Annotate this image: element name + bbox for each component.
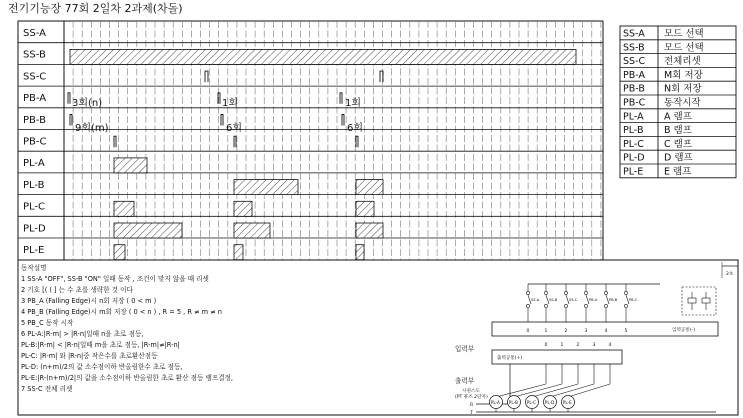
signal-label: PL-A [23,158,45,170]
note-line-8: PL-C: |R-m| 와 |R-n|중 작은수를 초로환산점등 [21,352,158,360]
switch-contact [526,291,529,294]
legend-description: E 램프 [664,166,692,178]
waveforms [68,49,576,259]
input-terminal-number: 0 [526,329,530,334]
legend-table [620,26,736,178]
output-terminal-number: 4 [608,343,612,348]
legend-code: SS-B [623,42,645,54]
lamp-label: PL-A [490,400,500,405]
legend-description: B 램프 [664,125,692,137]
input-terminal-number: 5 [624,329,628,334]
lamp-label: PL-B [508,400,518,405]
switch-contact [584,304,587,307]
pb-b-count-label-1: 9회(m) [75,123,109,134]
legend-code: PB-B [623,83,645,95]
legend-code: PL-E [623,166,644,178]
signal-label: PB-C [23,136,47,148]
legend-description: D 램프 [664,152,693,164]
legend-description: N회 저장 [664,83,702,95]
pb-a-count-label-2: 1회 [222,98,239,109]
note-line-9: PL-D: (n+m)/2의 값 소수점이하 반올림한수 초로 점등, [21,363,183,371]
note-line-1: 1 SS-A "OFF", SS-B "ON" 일때 동작 , 조건이 맞지 않을 때 리셋 [21,275,209,283]
pl-b-on-waveform [356,180,383,195]
output-lamps [490,364,611,412]
switch-contact [564,291,567,294]
wiring-diagram [455,262,738,416]
legend-code: SS-A [623,28,645,40]
switch-contact [624,291,627,294]
pb-a-count-label-1: 3회(n) [72,98,103,109]
pb-b-pulse [221,115,223,126]
legend-code: PB-C [623,97,646,109]
operation-notes [21,263,233,393]
legend-description: A 램프 [664,111,692,123]
pl-e-on-waveform [356,245,364,260]
pb-b-count-label-3: 6회 [347,123,364,134]
switch-label: PB-B [609,298,618,302]
signal-label: SS-A [23,28,46,39]
pl-c-on-waveform [356,201,374,216]
legend-code: SS-C [623,56,646,68]
legend-description: M회 저장 [664,69,703,81]
lamp-label: PL-D [544,400,555,405]
signal-label: PL-C [23,201,46,213]
note-line-6: 6 PL-A:|R-m| > |R-n|일때 n을 초로 점등, [21,330,144,338]
switch-label: SS-B [549,298,558,302]
switch-contact [624,304,627,307]
fuse-symbol-right [702,298,710,303]
legend-code: PL-D [623,152,645,164]
signal-label: PL-B [23,179,45,191]
lamp-label: PL-E [562,400,572,405]
signal-label: PB-A [23,93,47,105]
pb-a-pulse [68,93,70,104]
fuse-symbol-left [688,298,696,303]
pb-b-pulse [342,115,344,126]
output-terminal-number: 2 [576,343,580,348]
rail-t-label: T [470,411,473,416]
signal-label: PL-E [23,245,45,256]
switch-contact [544,304,547,307]
pl-b-on-waveform [234,180,298,195]
pl-d-on-waveform [356,223,383,238]
legend-description: 동작시작 [664,97,701,109]
signal-label: SS-B [23,49,46,61]
switch-contact [604,291,607,294]
pb-c-pulse [356,136,358,147]
legend-description: C 램프 [664,138,693,150]
diagram-title: 전기기능장 77회 2일차 2과제(차돌) [8,2,183,15]
pb-a-count-label-3: 1회 [345,98,362,109]
output-common-label: 출력공통(+) [497,356,523,361]
pb-b-count-label-2: 6회 [226,123,243,134]
note-line-0: 동작설명 [21,264,47,272]
input-switches [526,284,638,322]
lamp-wire [568,384,610,397]
pb-c-pulse [114,136,116,147]
output-terminals [545,342,612,348]
legend-code: PL-A [623,111,644,123]
note-line-2: 2 기호 [( ( ] 는 수 초를 생략한 것 이다 [21,286,133,294]
pl-c-on-waveform [234,201,252,216]
legend-code: PL-B [623,125,644,137]
pl-d-on-waveform [234,223,270,238]
switch-contact [564,304,567,307]
note-line-7: PL-B:|R-m| < |R-n|일때 m을 초로 점등, |R-m|≠|R-n| [21,341,180,349]
switch-label: SS-C [569,298,578,302]
switch-contact [584,291,587,294]
lamp-label: PL-C [526,400,537,405]
ss-c-reset-pulse [205,71,208,82]
input-terminal-number: 3 [584,329,588,334]
pb-c-pulse [234,136,236,147]
note-line-5: 5 PB_C 동작 시작 [21,319,74,327]
pb-a-pulse [340,93,342,104]
sequencer-label-2: (PT 퓨즈 2단자) [455,395,488,400]
input-terminals [527,328,628,334]
pl-c-on-waveform [114,201,134,216]
switch-contact [544,291,547,294]
note-line-11: 7 SS-C 전체 리셋 [21,385,73,393]
legend-description: 모드 선택 [664,28,704,40]
switch-label: SS-A [531,298,540,302]
legend-code: PL-C [623,138,644,150]
legend-code: PB-A [623,69,645,81]
dimension-label: 2초 [726,272,734,277]
input-terminal-number: 2 [564,329,568,334]
rail-r-label: R [470,403,474,408]
legend-description: 모드 선택 [664,42,704,54]
input-terminal-number: 4 [604,329,608,334]
output-terminal-number: 1 [560,343,564,348]
note-line-4: 4 PB_B (Falling Edge)시 m회 저장 ( 0 < n ) , R = 5 , R ≠ m ≠ n [21,308,222,316]
switch-label: PB-A [589,298,598,302]
ss-b-on-waveform [70,49,576,64]
switch-contact [526,304,529,307]
legend-description: 전체리셋 [664,56,701,68]
note-line-3: 3 PB_A (Falling Edge)시 n회 저장 ( 0 < m ) [21,297,157,305]
switch-contact [604,304,607,307]
signal-label: SS-C [23,71,47,83]
pl-d-on-waveform [114,223,182,238]
pl-e-on-waveform [234,245,243,260]
pb-b-pulse [70,115,72,126]
note-line-10: PL-E:|R-(n+m)/2|의 값을 소수점이하 반올림한 초로 환산 점등 램프결정, [21,374,234,382]
ss-c-reset-pulse [380,71,383,82]
switch-label: PB-C [629,298,638,302]
output-section-label: 출력부 [455,377,475,385]
output-terminal-number: 0 [544,343,548,348]
power-block [682,287,716,315]
signal-label: PL-D [23,223,46,235]
sequencer-label-1: 시퀀스도 [462,389,480,394]
input-terminal-number: 1 [544,329,548,334]
output-terminal-number: 3 [592,343,596,348]
pl-e-on-waveform [114,245,125,260]
input-section-label: 입력부 [455,345,475,353]
input-common-label: 입력공통(-) [672,328,695,333]
pl-a-on-waveform [114,158,147,173]
signal-label: PB-B [23,114,47,126]
